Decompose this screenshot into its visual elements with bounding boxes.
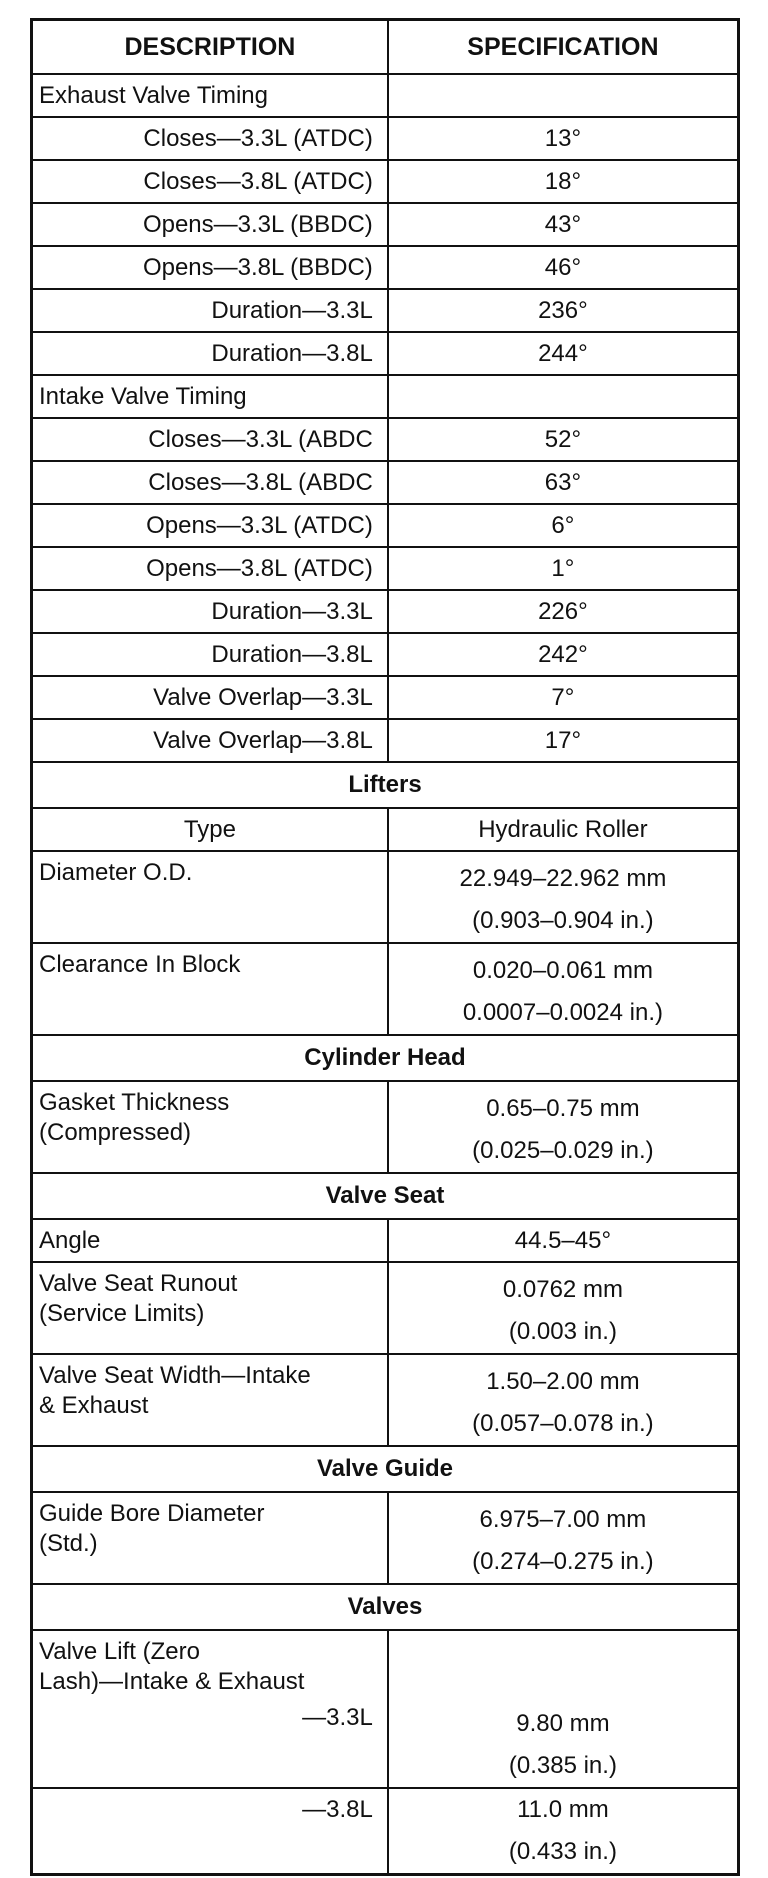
intake-title-row <box>32 375 739 418</box>
valve-seat-section-row <box>32 1173 739 1219</box>
table-row <box>32 1697 739 1788</box>
row-value: 63° <box>388 461 739 504</box>
diameter-label-cell <box>32 851 388 943</box>
diameter-label: Diameter O.D. <box>39 859 193 886</box>
row-value: 242° <box>388 633 739 676</box>
runout-value-cell <box>388 1262 739 1354</box>
table-row <box>32 332 739 375</box>
row-value: 6° <box>388 504 739 547</box>
bore-value-in: (0.274–0.275 in.) <box>472 1548 654 1575</box>
row-label: Duration—3.8L <box>32 633 388 676</box>
row-label: Duration—3.3L <box>32 289 388 332</box>
table-row <box>32 504 739 547</box>
diameter-value-in: (0.903–0.904 in.) <box>472 907 654 934</box>
row-label: Opens—3.3L (ATDC) <box>32 504 388 547</box>
diameter-value-mm: 22.949–22.962 mm <box>459 865 667 892</box>
valve-guide-heading: Valve Guide <box>32 1446 739 1492</box>
table-row <box>32 1262 739 1354</box>
empty-cell <box>388 1630 739 1697</box>
seat-width-value-in: (0.057–0.078 in.) <box>472 1410 654 1437</box>
row-value: 244° <box>388 332 739 375</box>
table-row <box>32 808 739 851</box>
runout-label-cell <box>32 1262 388 1354</box>
row-value: 226° <box>388 590 739 633</box>
row-value: 1° <box>388 547 739 590</box>
row-label: Closes—3.8L (ABDC <box>32 461 388 504</box>
row-value: 43° <box>388 203 739 246</box>
runout-label-line2: (Service Limits) <box>39 1300 205 1327</box>
diameter-value-cell <box>388 851 739 943</box>
table-row <box>32 676 739 719</box>
table-row <box>32 1630 739 1697</box>
runout-value-mm: 0.0762 mm <box>502 1276 623 1303</box>
row-label: Valve Overlap—3.3L <box>32 676 388 719</box>
specification-header: SPECIFICATION <box>388 20 739 75</box>
lift-33-label: —3.3L <box>302 1704 373 1731</box>
row-label: Closes—3.3L (ABDC <box>32 418 388 461</box>
valve-lift-label-line2: Lash)—Intake & Exhaust <box>39 1668 305 1695</box>
clearance-label-cell <box>32 943 388 1035</box>
row-value: 17° <box>388 719 739 762</box>
table-row <box>32 590 739 633</box>
table-row <box>32 1354 739 1446</box>
empty-cell <box>388 375 739 418</box>
valve-seat-heading: Valve Seat <box>32 1173 739 1219</box>
table-row <box>32 943 739 1035</box>
row-label: Opens—3.8L (ATDC) <box>32 547 388 590</box>
row-label: Duration—3.8L <box>32 332 388 375</box>
valve-guide-section-row <box>32 1446 739 1492</box>
lift-33-value-cell <box>388 1697 739 1788</box>
clearance-value-mm: 0.020–0.061 mm <box>472 957 653 984</box>
table-row <box>32 160 739 203</box>
clearance-value-cell <box>388 943 739 1035</box>
gasket-label-line1: Gasket Thickness <box>39 1089 230 1116</box>
cylinder-head-heading: Cylinder Head <box>32 1035 739 1081</box>
lifters-heading: Lifters <box>32 762 739 808</box>
table-row <box>32 418 739 461</box>
exhaust-title: Exhaust Valve Timing <box>32 74 388 117</box>
valves-section-row <box>32 1584 739 1630</box>
spec-table <box>30 18 740 1876</box>
lift-38-label-cell <box>32 1788 388 1875</box>
table-row <box>32 461 739 504</box>
row-value: 52° <box>388 418 739 461</box>
row-value: 46° <box>388 246 739 289</box>
row-value: 7° <box>388 676 739 719</box>
row-label: Opens—3.8L (BBDC) <box>32 246 388 289</box>
row-value: 13° <box>388 117 739 160</box>
gasket-value-mm: 0.65–0.75 mm <box>486 1095 640 1122</box>
lift-33-label-cell <box>32 1697 388 1788</box>
seat-width-label-line2: & Exhaust <box>39 1392 149 1419</box>
angle-value: 44.5–45° <box>388 1219 739 1262</box>
bore-label-line2: (Std.) <box>39 1530 98 1557</box>
table-row <box>32 1492 739 1584</box>
lift-33-value-mm: 9.80 mm <box>516 1710 610 1737</box>
bore-label-cell <box>32 1492 388 1584</box>
table-row <box>32 547 739 590</box>
lift-33-value-in: (0.385 in.) <box>508 1752 617 1779</box>
gasket-value-in: (0.025–0.029 in.) <box>472 1137 654 1164</box>
lifter-type-label: Type <box>32 808 388 851</box>
bore-value-cell <box>388 1492 739 1584</box>
cylinder-head-section-row <box>32 1035 739 1081</box>
table-row <box>32 1219 739 1262</box>
lifters-section-row <box>32 762 739 808</box>
bore-label-line1: Guide Bore Diameter <box>39 1500 265 1527</box>
spec-sheet <box>30 18 740 1876</box>
valve-lift-label-line1: Valve Lift (Zero <box>39 1638 200 1665</box>
seat-width-label-cell <box>32 1354 388 1446</box>
empty-cell <box>388 74 739 117</box>
row-label: Closes—3.3L (ATDC) <box>32 117 388 160</box>
valve-lift-label-cell <box>32 1630 388 1697</box>
table-row <box>32 1788 739 1875</box>
exhaust-title-row <box>32 74 739 117</box>
table-row <box>32 203 739 246</box>
gasket-label-line2: (Compressed) <box>39 1119 192 1146</box>
lifter-type-value: Hydraulic Roller <box>388 808 739 851</box>
clearance-label: Clearance In Block <box>39 951 241 978</box>
runout-label-line1: Valve Seat Runout <box>39 1270 238 1297</box>
row-value: 18° <box>388 160 739 203</box>
angle-label: Angle <box>32 1219 388 1262</box>
valves-heading: Valves <box>32 1584 739 1630</box>
description-header: DESCRIPTION <box>32 20 388 75</box>
table-row <box>32 117 739 160</box>
lift-38-label: —3.8L <box>302 1796 373 1823</box>
gasket-value-cell <box>388 1081 739 1173</box>
row-label: Closes—3.8L (ATDC) <box>32 160 388 203</box>
table-row <box>32 1081 739 1173</box>
table-row <box>32 719 739 762</box>
intake-title: Intake Valve Timing <box>32 375 388 418</box>
runout-value-in: (0.003 in.) <box>508 1318 617 1345</box>
gasket-label-cell <box>32 1081 388 1173</box>
table-row <box>32 246 739 289</box>
table-row <box>32 633 739 676</box>
seat-width-value-cell <box>388 1354 739 1446</box>
table-row <box>32 851 739 943</box>
seat-width-label-line1: Valve Seat Width—Intake <box>39 1362 311 1389</box>
header-row <box>32 20 739 75</box>
row-value: 236° <box>388 289 739 332</box>
lift-38-value-cell <box>388 1788 739 1875</box>
row-label: Duration—3.3L <box>32 590 388 633</box>
row-label: Valve Overlap—3.8L <box>32 719 388 762</box>
lift-38-value-in: (0.433 in.) <box>508 1838 617 1865</box>
bore-value-mm: 6.975–7.00 mm <box>479 1506 647 1533</box>
seat-width-value-mm: 1.50–2.00 mm <box>486 1368 640 1395</box>
table-row <box>32 289 739 332</box>
clearance-value-in: 0.0007–0.0024 in.) <box>462 999 663 1026</box>
row-label: Opens—3.3L (BBDC) <box>32 203 388 246</box>
lift-38-value-mm: 11.0 mm <box>517 1796 609 1823</box>
